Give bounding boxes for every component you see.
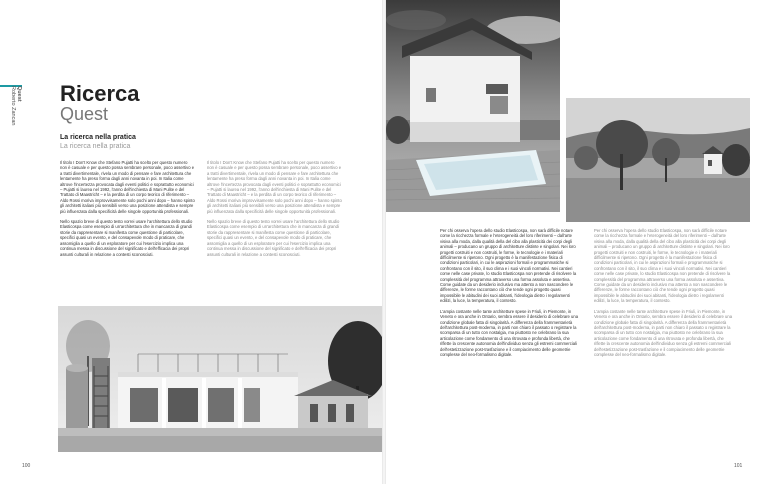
paragraph: Il titolo I Don't Know che Stefano Pujatti ha scelto per questo numero non è casuale e per questo possa sembrare personale, poco assertivo e a tratti divertimentale, rivela un modo di pensare e fare architettura che lentamente ha preso forma dagli anni novanta in poi. In Italia come altrove l'incertezza provocata dagli eventi politici e soprattutto economici – Pujatti si laurea nel 1992, l'anno dell'inchiesta di Mani Pulite e del Trattato di Maastricht – e la perdita di un corpo teorico di riferimento – Aldo Rossi moriva improvvisamente solo pochi anni dopo – hanno spinto gli architetti italiani più sensibili verso una posizione attendista e sempre più influenzata dalla specificità delle singole opportunità professionali. <box>60 160 195 214</box>
photo-house-pool <box>386 0 560 212</box>
paragraph: Il titolo I Don't Know che Stefano Pujatti ha scelto per questo numero non è casuale e per questo possa sembrare personale, poco assertivo e a tratti divertimentale, rivela un modo di pensare e fare architettura che lentamente ha preso forma dagli anni novanta in poi. In Italia come altrove l'incertezza provocata dagli eventi politici e soprattutto economici – Pujatti si laurea nel 1992, l'anno dell'inchiesta di Mani Pulite e del Trattato di Maastricht – e la perdita di un corpo teorico di riferimento – Aldo Rossi moriva improvvisamente solo pochi anni dopo – hanno spinto gli architetti italiani più sensibili verso una posizione attendista e sempre più influenzata dalla specificità delle singole opportunità professionali. <box>207 160 342 214</box>
right-text-column-1 <box>440 228 580 362</box>
page-number-right: 101 <box>734 463 743 469</box>
paragraph: L'ampia costante nelle tante architetture spese in Friuli, in Piemonte, in Veneto e ora anche in Ontario, sembra essere il desiderio di celebrare una condizione globale fatta di singolarità. A differenza della frammentarietà dell'architettura post-moderna, in parti non chiaro il passato o registrare la scomparsa di un tutto con nostalgia, ma piuttosto ne celebrano la sua articolazione come fondamento di una ritrovata e profonda libertà, che riflette la crescente autonomia dell'individuo senza gli estremi commerciali dell'estetizzazione post-trasfazione e il compiacimento delle geometrie complesse del neo-formalismo digitale. <box>440 308 579 357</box>
left-text-column-1 <box>60 160 195 262</box>
side-label-title: Quest <box>16 86 22 102</box>
page-number-left: 100 <box>22 463 31 469</box>
page-title: Ricerca <box>60 81 140 106</box>
paragraph: Per chi osserva l'opera dello studio Elasticospa, non sarà difficile notare come la ricchezza formale e l'eterogeneità del loro riferimenti – dall'arte visiva alla moda, dalla qualità della del cibo alla plasticità dei corpi degli animali – producano un gruppo di architetture distinte e singolari. Nei loro progetti costruiti e non costruiti, le forme, le tecnologie e i materiali difficilmente si ripetono. Ogni progetto è la manifestazione fisica di condizioni particolari, in cui le aspirazioni formali e programmatiche si confrontano con il sito, il suo clima e i suoi vincoli normativi. Nei cantieri come nelle case private, lo studio Elasticospa non pretende di risolvere la complessità del programma attraverso una forma assoluta e assertiva. Come guidate da un desiderio inclusivo ma attento a non nascondere le differenze, le forme raccontano ciò che tende ogni progetto quasi impossibile le abitudini dei suoi abitanti, l'ideologia dietro i regolamenti edilizi, la luce, la temperatura, il contesto. <box>594 228 731 304</box>
photo-landscape <box>566 98 750 222</box>
side-label <box>12 86 22 166</box>
section-heading-it: La ricerca nella pratica <box>60 134 136 141</box>
photo-building-silos <box>58 306 382 452</box>
right-text-column-2 <box>594 228 734 362</box>
page-subtitle: Quest <box>60 104 109 124</box>
paragraph: Nello spazio breve di questo testo vorrei usare l'architettura dello studio Elasticospa come esempio di un'architettura che in mancanza di grandi storie da rappresentare si manifesta come questione di particolare, specifici quasi un evento, e del consapevole modo di praticare, che assomiglia a quello di un esploratore per cui l'esercizio implica una continua messa in discussione del significato e dell'efficacia dei propri assunti culturali in relazione a contesti sconosciuti. <box>60 219 193 257</box>
section-heading-en: La ricerca nella pratica <box>60 143 131 150</box>
paragraph: L'ampia costante nelle tante architetture spese in Friuli, in Piemonte, in Veneto e ora anche in Ontario, sembra essere il desiderio di celebrare una condizione globale fatta di singolarità. A differenza della frammentarietà dell'architettura post-moderna, in parti non chiaro il passato o registrare la scomparsa di un tutto con nostalgia, ma piuttosto ne celebrano la sua articolazione come fondamento di una ritrovata e profonda libertà, che riflette la crescente autonomia dell'individuo senza gli estremi commerciali dell'estetizzazione post-trasfazione e il compiacimento delle geometrie complesse del neo-formalismo digitale. <box>594 308 733 357</box>
side-label-author: Roberto Zancan <box>10 86 16 126</box>
paragraph: Nello spazio breve di questo testo vorrei usare l'architettura dello studio Elasticospa come esempio di un'architettura che in mancanza di grandi storie da rappresentare si manifesta come questione di particolare, specifici quasi un evento, e del consapevole modo di praticare, che assomiglia a quello di un esploratore per cui l'esercizio implica una continua messa in discussione del significato e dell'efficacia dei propri assunti culturali in relazione a contesti sconosciuti. <box>207 219 340 257</box>
left-text-column-2 <box>207 160 342 262</box>
paragraph: Per chi osserva l'opera dello studio Elasticospa, non sarà difficile notare come la ricchezza formale e l'eterogeneità del loro riferimenti – dall'arte visiva alla moda, dalla qualità della del cibo alla plasticità dei corpi degli animali – producano un gruppo di architetture distinte e singolari. Nei loro progetti costruiti e non costruiti, le forme, le tecnologie e i materiali difficilmente si ripetono. Ogni progetto è la manifestazione fisica di condizioni particolari, in cui le aspirazioni formali e programmatiche si confrontano con il sito, il suo clima e i suoi vincoli normativi. Nei cantieri come nelle case private, lo studio Elasticospa non pretende di risolvere la complessità del programma attraverso una forma assoluta e assertiva. Come guidate da un desiderio inclusivo ma attento a non nascondere le differenze, le forme raccontano ciò che tende ogni progetto quasi impossibile le abitudini dei suoi abitanti, l'ideologia dietro i regolamenti edilizi, la luce, la temperatura, il contesto. <box>440 228 577 304</box>
